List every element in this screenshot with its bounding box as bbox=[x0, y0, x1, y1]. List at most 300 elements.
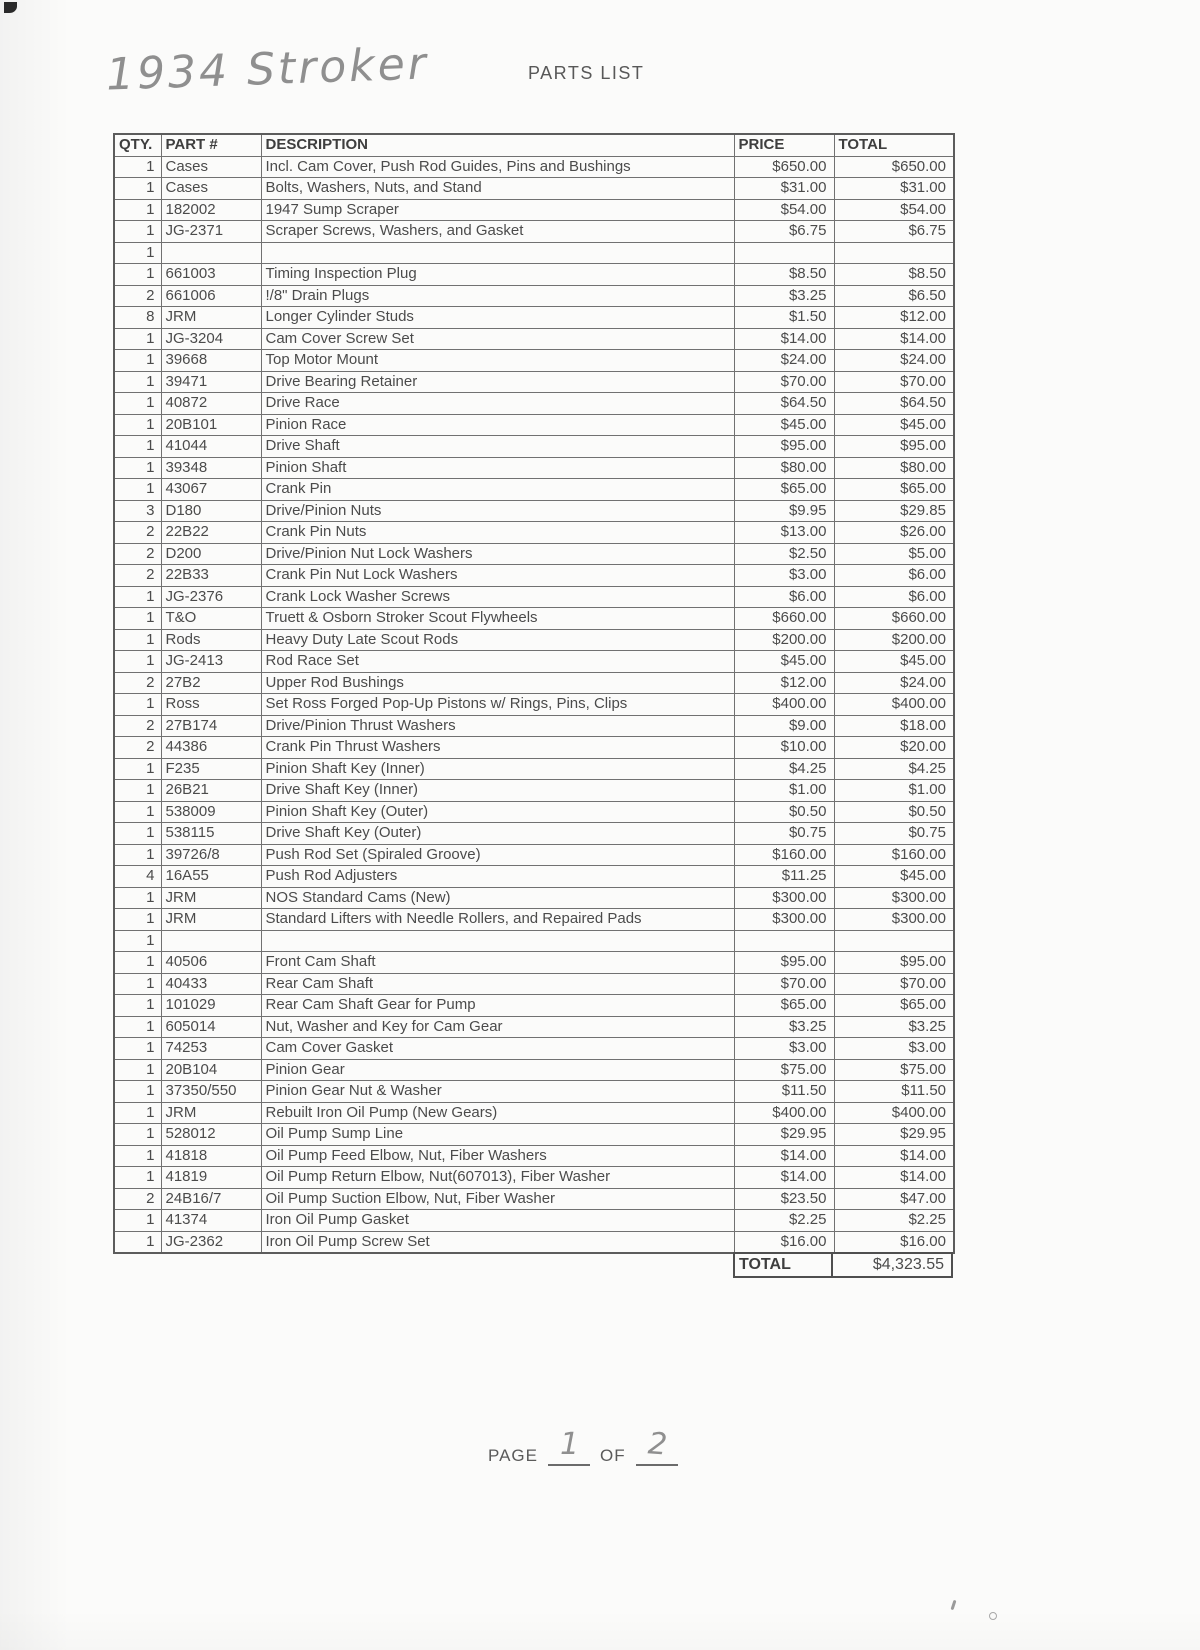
cell-price: $3.00 bbox=[734, 565, 834, 587]
table-row bbox=[114, 479, 954, 501]
cell-total: $660.00 bbox=[834, 608, 954, 630]
cell-part-number: 538009 bbox=[161, 801, 261, 823]
cell-qty: 1 bbox=[114, 1038, 161, 1060]
cell-price: $65.00 bbox=[734, 995, 834, 1017]
cell-price: $31.00 bbox=[734, 178, 834, 200]
cell-qty: 1 bbox=[114, 414, 161, 436]
cell-part-number: JRM bbox=[161, 307, 261, 329]
cell-total: $200.00 bbox=[834, 629, 954, 651]
cell-part-number: D180 bbox=[161, 500, 261, 522]
cell-description: Iron Oil Pump Screw Set bbox=[261, 1231, 734, 1253]
cell-total: $24.00 bbox=[834, 672, 954, 694]
table-row bbox=[114, 543, 954, 565]
cell-description: Scraper Screws, Washers, and Gasket bbox=[261, 221, 734, 243]
cell-total: $3.00 bbox=[834, 1038, 954, 1060]
table-row bbox=[114, 952, 954, 974]
cell-qty: 2 bbox=[114, 715, 161, 737]
cell-description: Crank Pin bbox=[261, 479, 734, 501]
cell-price: $64.50 bbox=[734, 393, 834, 415]
cell-description: Crank Lock Washer Screws bbox=[261, 586, 734, 608]
table-row bbox=[114, 1016, 954, 1038]
cell-part-number: 538115 bbox=[161, 823, 261, 845]
cell-total: $14.00 bbox=[834, 1167, 954, 1189]
cell-qty: 2 bbox=[114, 1188, 161, 1210]
cell-part-number: 661003 bbox=[161, 264, 261, 286]
cell-description: Pinion Gear bbox=[261, 1059, 734, 1081]
cell-part-number: JG-2413 bbox=[161, 651, 261, 673]
cell-description: Drive/Pinion Nut Lock Washers bbox=[261, 543, 734, 565]
cell-part-number: JG-2376 bbox=[161, 586, 261, 608]
cell-part-number: 24B16/7 bbox=[161, 1188, 261, 1210]
cell-total: $1.00 bbox=[834, 780, 954, 802]
cell-part-number: 39726/8 bbox=[161, 844, 261, 866]
cell-price: $95.00 bbox=[734, 436, 834, 458]
scan-artifact-mark bbox=[951, 1600, 957, 1610]
cell-part-number: Rods bbox=[161, 629, 261, 651]
cell-total: $16.00 bbox=[834, 1231, 954, 1253]
cell-part-number: 41818 bbox=[161, 1145, 261, 1167]
cell-description: Crank Pin Nuts bbox=[261, 522, 734, 544]
table-row bbox=[114, 780, 954, 802]
cell-description bbox=[261, 242, 734, 264]
cell-price: $75.00 bbox=[734, 1059, 834, 1081]
cell-description: Front Cam Shaft bbox=[261, 952, 734, 974]
cell-qty: 1 bbox=[114, 393, 161, 415]
cell-total: $0.50 bbox=[834, 801, 954, 823]
cell-price: $400.00 bbox=[734, 1102, 834, 1124]
cell-description: Pinion Shaft Key (Outer) bbox=[261, 801, 734, 823]
cell-price: $400.00 bbox=[734, 694, 834, 716]
cell-qty: 1 bbox=[114, 930, 161, 952]
grand-total-label: TOTAL bbox=[735, 1254, 833, 1276]
cell-qty: 1 bbox=[114, 371, 161, 393]
cell-part-number: JRM bbox=[161, 887, 261, 909]
cell-total: $400.00 bbox=[834, 694, 954, 716]
cell-part-number: JG-2362 bbox=[161, 1231, 261, 1253]
cell-part-number: 40433 bbox=[161, 973, 261, 995]
cell-part-number: 605014 bbox=[161, 1016, 261, 1038]
cell-total: $45.00 bbox=[834, 414, 954, 436]
cell-price: $1.00 bbox=[734, 780, 834, 802]
cell-description: Rear Cam Shaft bbox=[261, 973, 734, 995]
cell-price: $0.50 bbox=[734, 801, 834, 823]
cell-total: $45.00 bbox=[834, 866, 954, 888]
cell-part-number: Ross bbox=[161, 694, 261, 716]
table-row bbox=[114, 1231, 954, 1253]
cell-total: $11.50 bbox=[834, 1081, 954, 1103]
cell-description: Upper Rod Bushings bbox=[261, 672, 734, 694]
cell-description bbox=[261, 930, 734, 952]
cell-description: Crank Pin Thrust Washers bbox=[261, 737, 734, 759]
cell-total bbox=[834, 930, 954, 952]
table-row bbox=[114, 307, 954, 329]
cell-price: $6.00 bbox=[734, 586, 834, 608]
table-row bbox=[114, 758, 954, 780]
cell-description: Oil Pump Suction Elbow, Nut, Fiber Washer bbox=[261, 1188, 734, 1210]
cell-qty: 4 bbox=[114, 866, 161, 888]
cell-price bbox=[734, 242, 834, 264]
cell-total: $65.00 bbox=[834, 479, 954, 501]
cell-part-number bbox=[161, 930, 261, 952]
table-row bbox=[114, 887, 954, 909]
cell-description: Pinion Gear Nut & Washer bbox=[261, 1081, 734, 1103]
cell-price: $3.25 bbox=[734, 1016, 834, 1038]
cell-qty: 1 bbox=[114, 1124, 161, 1146]
page-label: PAGE bbox=[488, 1446, 538, 1465]
cell-description: Drive Bearing Retainer bbox=[261, 371, 734, 393]
cell-part-number: JRM bbox=[161, 1102, 261, 1124]
cell-qty: 1 bbox=[114, 801, 161, 823]
table-row bbox=[114, 1059, 954, 1081]
cell-price: $29.95 bbox=[734, 1124, 834, 1146]
cell-qty: 1 bbox=[114, 1210, 161, 1232]
table-row bbox=[114, 436, 954, 458]
cell-qty: 2 bbox=[114, 565, 161, 587]
cell-price: $200.00 bbox=[734, 629, 834, 651]
cell-total: $47.00 bbox=[834, 1188, 954, 1210]
cell-qty: 1 bbox=[114, 887, 161, 909]
cell-qty: 1 bbox=[114, 909, 161, 931]
cell-qty: 1 bbox=[114, 1145, 161, 1167]
cell-price: $14.00 bbox=[734, 328, 834, 350]
table-row bbox=[114, 995, 954, 1017]
cell-description: Oil Pump Feed Elbow, Nut, Fiber Washers bbox=[261, 1145, 734, 1167]
table-row bbox=[114, 694, 954, 716]
cell-total: $70.00 bbox=[834, 371, 954, 393]
cell-description: Cam Cover Screw Set bbox=[261, 328, 734, 350]
cell-price: $160.00 bbox=[734, 844, 834, 866]
cell-description: Standard Lifters with Needle Rollers, and Repaired Pads bbox=[261, 909, 734, 931]
cell-total: $6.00 bbox=[834, 586, 954, 608]
cell-part-number: JG-3204 bbox=[161, 328, 261, 350]
table-row bbox=[114, 457, 954, 479]
cell-part-number: 26B21 bbox=[161, 780, 261, 802]
cell-total: $14.00 bbox=[834, 1145, 954, 1167]
cell-part-number: 39348 bbox=[161, 457, 261, 479]
table-row bbox=[114, 414, 954, 436]
table-row bbox=[114, 930, 954, 952]
cell-description: Oil Pump Return Elbow, Nut(607013), Fiber Washer bbox=[261, 1167, 734, 1189]
cell-part-number: 182002 bbox=[161, 199, 261, 221]
cell-price: $2.25 bbox=[734, 1210, 834, 1232]
cell-part-number: 37350/550 bbox=[161, 1081, 261, 1103]
cell-total: $160.00 bbox=[834, 844, 954, 866]
cell-price: $12.00 bbox=[734, 672, 834, 694]
handwritten-title: 1934 Stroker bbox=[105, 38, 430, 101]
table-row bbox=[114, 651, 954, 673]
cell-part-number: 74253 bbox=[161, 1038, 261, 1060]
table-row bbox=[114, 156, 954, 178]
cell-price: $0.75 bbox=[734, 823, 834, 845]
cell-price: $300.00 bbox=[734, 887, 834, 909]
cell-description: Drive/Pinion Nuts bbox=[261, 500, 734, 522]
table-row bbox=[114, 242, 954, 264]
cell-total: $24.00 bbox=[834, 350, 954, 372]
cell-description: Drive Shaft Key (Outer) bbox=[261, 823, 734, 845]
cell-total: $0.75 bbox=[834, 823, 954, 845]
table-row bbox=[114, 393, 954, 415]
cell-total: $80.00 bbox=[834, 457, 954, 479]
cell-qty: 2 bbox=[114, 543, 161, 565]
cell-description: Crank Pin Nut Lock Washers bbox=[261, 565, 734, 587]
cell-price: $65.00 bbox=[734, 479, 834, 501]
cell-price: $6.75 bbox=[734, 221, 834, 243]
cell-total: $3.25 bbox=[834, 1016, 954, 1038]
cell-description: !/8" Drain Plugs bbox=[261, 285, 734, 307]
scan-artifact-dot bbox=[989, 1612, 997, 1620]
cell-total: $26.00 bbox=[834, 522, 954, 544]
cell-qty: 1 bbox=[114, 780, 161, 802]
cell-price: $70.00 bbox=[734, 371, 834, 393]
table-row bbox=[114, 1102, 954, 1124]
cell-price: $300.00 bbox=[734, 909, 834, 931]
cell-part-number: 101029 bbox=[161, 995, 261, 1017]
cell-part-number: F235 bbox=[161, 758, 261, 780]
cell-total: $6.50 bbox=[834, 285, 954, 307]
cell-price: $3.25 bbox=[734, 285, 834, 307]
grand-total-value: $4,323.55 bbox=[872, 1256, 944, 1273]
cell-qty: 2 bbox=[114, 737, 161, 759]
cell-qty: 1 bbox=[114, 952, 161, 974]
table-row bbox=[114, 909, 954, 931]
cell-description: Rebuilt Iron Oil Pump (New Gears) bbox=[261, 1102, 734, 1124]
cell-part-number bbox=[161, 242, 261, 264]
table-row bbox=[114, 264, 954, 286]
cell-description: Bolts, Washers, Nuts, and Stand bbox=[261, 178, 734, 200]
table-row bbox=[114, 1145, 954, 1167]
cell-total: $18.00 bbox=[834, 715, 954, 737]
cell-price: $14.00 bbox=[734, 1145, 834, 1167]
table-row bbox=[114, 500, 954, 522]
table-row bbox=[114, 801, 954, 823]
cell-qty: 1 bbox=[114, 995, 161, 1017]
cell-part-number: 39668 bbox=[161, 350, 261, 372]
cell-price: $16.00 bbox=[734, 1231, 834, 1253]
cell-description: Drive Race bbox=[261, 393, 734, 415]
cell-qty: 1 bbox=[114, 457, 161, 479]
cell-qty: 1 bbox=[114, 156, 161, 178]
cell-description: Heavy Duty Late Scout Rods bbox=[261, 629, 734, 651]
cell-price: $80.00 bbox=[734, 457, 834, 479]
table-row bbox=[114, 1210, 954, 1232]
table-row bbox=[114, 1081, 954, 1103]
handwritten-total-pages: 2 bbox=[646, 1426, 669, 1463]
parts-table-body bbox=[114, 156, 954, 1253]
cell-price: $9.00 bbox=[734, 715, 834, 737]
cell-qty: 2 bbox=[114, 672, 161, 694]
cell-part-number: 528012 bbox=[161, 1124, 261, 1146]
cell-qty: 1 bbox=[114, 651, 161, 673]
cell-qty: 1 bbox=[114, 178, 161, 200]
table-row bbox=[114, 586, 954, 608]
table-row bbox=[114, 866, 954, 888]
table-row bbox=[114, 522, 954, 544]
cell-total bbox=[834, 242, 954, 264]
cell-description: Cam Cover Gasket bbox=[261, 1038, 734, 1060]
cell-total: $6.00 bbox=[834, 565, 954, 587]
cell-price: $23.50 bbox=[734, 1188, 834, 1210]
cell-part-number: Cases bbox=[161, 178, 261, 200]
total-pages-blank bbox=[636, 1426, 678, 1466]
header-cell-part-number: PART # bbox=[161, 134, 261, 156]
cell-total: $400.00 bbox=[834, 1102, 954, 1124]
cell-price: $45.00 bbox=[734, 414, 834, 436]
cell-description: Truett & Osborn Stroker Scout Flywheels bbox=[261, 608, 734, 630]
cell-description: Set Ross Forged Pop-Up Pistons w/ Rings, Pins, Clips bbox=[261, 694, 734, 716]
cell-total: $4.25 bbox=[834, 758, 954, 780]
cell-total: $6.75 bbox=[834, 221, 954, 243]
cell-qty: 1 bbox=[114, 242, 161, 264]
cell-description: Iron Oil Pump Gasket bbox=[261, 1210, 734, 1232]
cell-part-number: T&O bbox=[161, 608, 261, 630]
cell-total: $95.00 bbox=[834, 952, 954, 974]
cell-price bbox=[734, 930, 834, 952]
table-row bbox=[114, 350, 954, 372]
of-label: OF bbox=[599, 1446, 626, 1465]
cell-total: $75.00 bbox=[834, 1059, 954, 1081]
table-row bbox=[114, 328, 954, 350]
table-row bbox=[114, 199, 954, 221]
header-cell-price: PRICE bbox=[734, 134, 834, 156]
cell-price: $3.00 bbox=[734, 1038, 834, 1060]
cell-part-number: 20B104 bbox=[161, 1059, 261, 1081]
header-cell-qty: QTY. bbox=[114, 134, 161, 156]
cell-qty: 1 bbox=[114, 199, 161, 221]
cell-price: $11.25 bbox=[734, 866, 834, 888]
table-row bbox=[114, 672, 954, 694]
cell-qty: 1 bbox=[114, 1167, 161, 1189]
cell-total: $12.00 bbox=[834, 307, 954, 329]
cell-description: Rod Race Set bbox=[261, 651, 734, 673]
cell-description: 1947 Sump Scraper bbox=[261, 199, 734, 221]
cell-price: $9.95 bbox=[734, 500, 834, 522]
cell-total: $64.50 bbox=[834, 393, 954, 415]
cell-description: Drive/Pinion Thrust Washers bbox=[261, 715, 734, 737]
table-row bbox=[114, 178, 954, 200]
cell-qty: 1 bbox=[114, 844, 161, 866]
cell-qty: 1 bbox=[114, 1102, 161, 1124]
cell-total: $5.00 bbox=[834, 543, 954, 565]
cell-qty: 2 bbox=[114, 522, 161, 544]
cell-part-number: 22B22 bbox=[161, 522, 261, 544]
table-row bbox=[114, 1038, 954, 1060]
cell-part-number: 43067 bbox=[161, 479, 261, 501]
scan-artifact-corner bbox=[4, 2, 17, 13]
cell-qty: 1 bbox=[114, 1231, 161, 1253]
cell-price: $13.00 bbox=[734, 522, 834, 544]
cell-total: $54.00 bbox=[834, 199, 954, 221]
cell-qty: 1 bbox=[114, 350, 161, 372]
cell-description: Longer Cylinder Studs bbox=[261, 307, 734, 329]
cell-part-number: 16A55 bbox=[161, 866, 261, 888]
cell-description: Rear Cam Shaft Gear for Pump bbox=[261, 995, 734, 1017]
cell-total: $20.00 bbox=[834, 737, 954, 759]
table-row bbox=[114, 371, 954, 393]
cell-part-number: 40506 bbox=[161, 952, 261, 974]
cell-qty: 1 bbox=[114, 586, 161, 608]
cell-part-number: 40872 bbox=[161, 393, 261, 415]
page-number-blank bbox=[548, 1427, 590, 1466]
table-row bbox=[114, 1188, 954, 1210]
page-footer bbox=[488, 1426, 678, 1466]
cell-qty: 1 bbox=[114, 264, 161, 286]
cell-part-number: JG-2371 bbox=[161, 221, 261, 243]
cell-description: Top Motor Mount bbox=[261, 350, 734, 372]
cell-price: $54.00 bbox=[734, 199, 834, 221]
cell-description: Pinion Shaft bbox=[261, 457, 734, 479]
table-row bbox=[114, 737, 954, 759]
cell-qty: 1 bbox=[114, 1016, 161, 1038]
cell-price: $4.25 bbox=[734, 758, 834, 780]
table-header-row bbox=[114, 134, 954, 156]
cell-description: Drive Shaft Key (Inner) bbox=[261, 780, 734, 802]
cell-part-number: 41374 bbox=[161, 1210, 261, 1232]
handwritten-page-number: 1 bbox=[559, 1427, 581, 1462]
table-row bbox=[114, 629, 954, 651]
cell-total: $95.00 bbox=[834, 436, 954, 458]
cell-part-number: 20B101 bbox=[161, 414, 261, 436]
cell-part-number: 41044 bbox=[161, 436, 261, 458]
cell-qty: 1 bbox=[114, 973, 161, 995]
table-row bbox=[114, 823, 954, 845]
cell-total: $300.00 bbox=[834, 887, 954, 909]
cell-part-number: 27B2 bbox=[161, 672, 261, 694]
header-cell-total: TOTAL bbox=[834, 134, 954, 156]
cell-qty: 1 bbox=[114, 694, 161, 716]
cell-total: $650.00 bbox=[834, 156, 954, 178]
cell-price: $660.00 bbox=[734, 608, 834, 630]
cell-part-number: 22B33 bbox=[161, 565, 261, 587]
cell-price: $10.00 bbox=[734, 737, 834, 759]
page-title: PARTS LIST bbox=[528, 63, 645, 83]
cell-price: $650.00 bbox=[734, 156, 834, 178]
cell-price: $8.50 bbox=[734, 264, 834, 286]
cell-qty: 1 bbox=[114, 629, 161, 651]
table-row bbox=[114, 844, 954, 866]
cell-price: $1.50 bbox=[734, 307, 834, 329]
table-row bbox=[114, 1167, 954, 1189]
cell-total: $65.00 bbox=[834, 995, 954, 1017]
table-row bbox=[114, 1124, 954, 1146]
cell-qty: 1 bbox=[114, 1059, 161, 1081]
cell-qty: 1 bbox=[114, 328, 161, 350]
cell-part-number: JRM bbox=[161, 909, 261, 931]
cell-description: Timing Inspection Plug bbox=[261, 264, 734, 286]
cell-total: $29.85 bbox=[834, 500, 954, 522]
cell-price: $2.50 bbox=[734, 543, 834, 565]
cell-part-number: 27B174 bbox=[161, 715, 261, 737]
cell-total: $2.25 bbox=[834, 1210, 954, 1232]
cell-part-number: Cases bbox=[161, 156, 261, 178]
cell-price: $24.00 bbox=[734, 350, 834, 372]
cell-price: $70.00 bbox=[734, 973, 834, 995]
cell-price: $11.50 bbox=[734, 1081, 834, 1103]
table-row bbox=[114, 221, 954, 243]
cell-qty: 1 bbox=[114, 479, 161, 501]
cell-total: $8.50 bbox=[834, 264, 954, 286]
table-row bbox=[114, 973, 954, 995]
cell-description: Pinion Race bbox=[261, 414, 734, 436]
cell-description: Drive Shaft bbox=[261, 436, 734, 458]
cell-total: $14.00 bbox=[834, 328, 954, 350]
table-row bbox=[114, 715, 954, 737]
cell-part-number: D200 bbox=[161, 543, 261, 565]
cell-qty: 1 bbox=[114, 1081, 161, 1103]
cell-description: Oil Pump Sump Line bbox=[261, 1124, 734, 1146]
cell-price: $95.00 bbox=[734, 952, 834, 974]
cell-qty: 8 bbox=[114, 307, 161, 329]
cell-part-number: 41819 bbox=[161, 1167, 261, 1189]
